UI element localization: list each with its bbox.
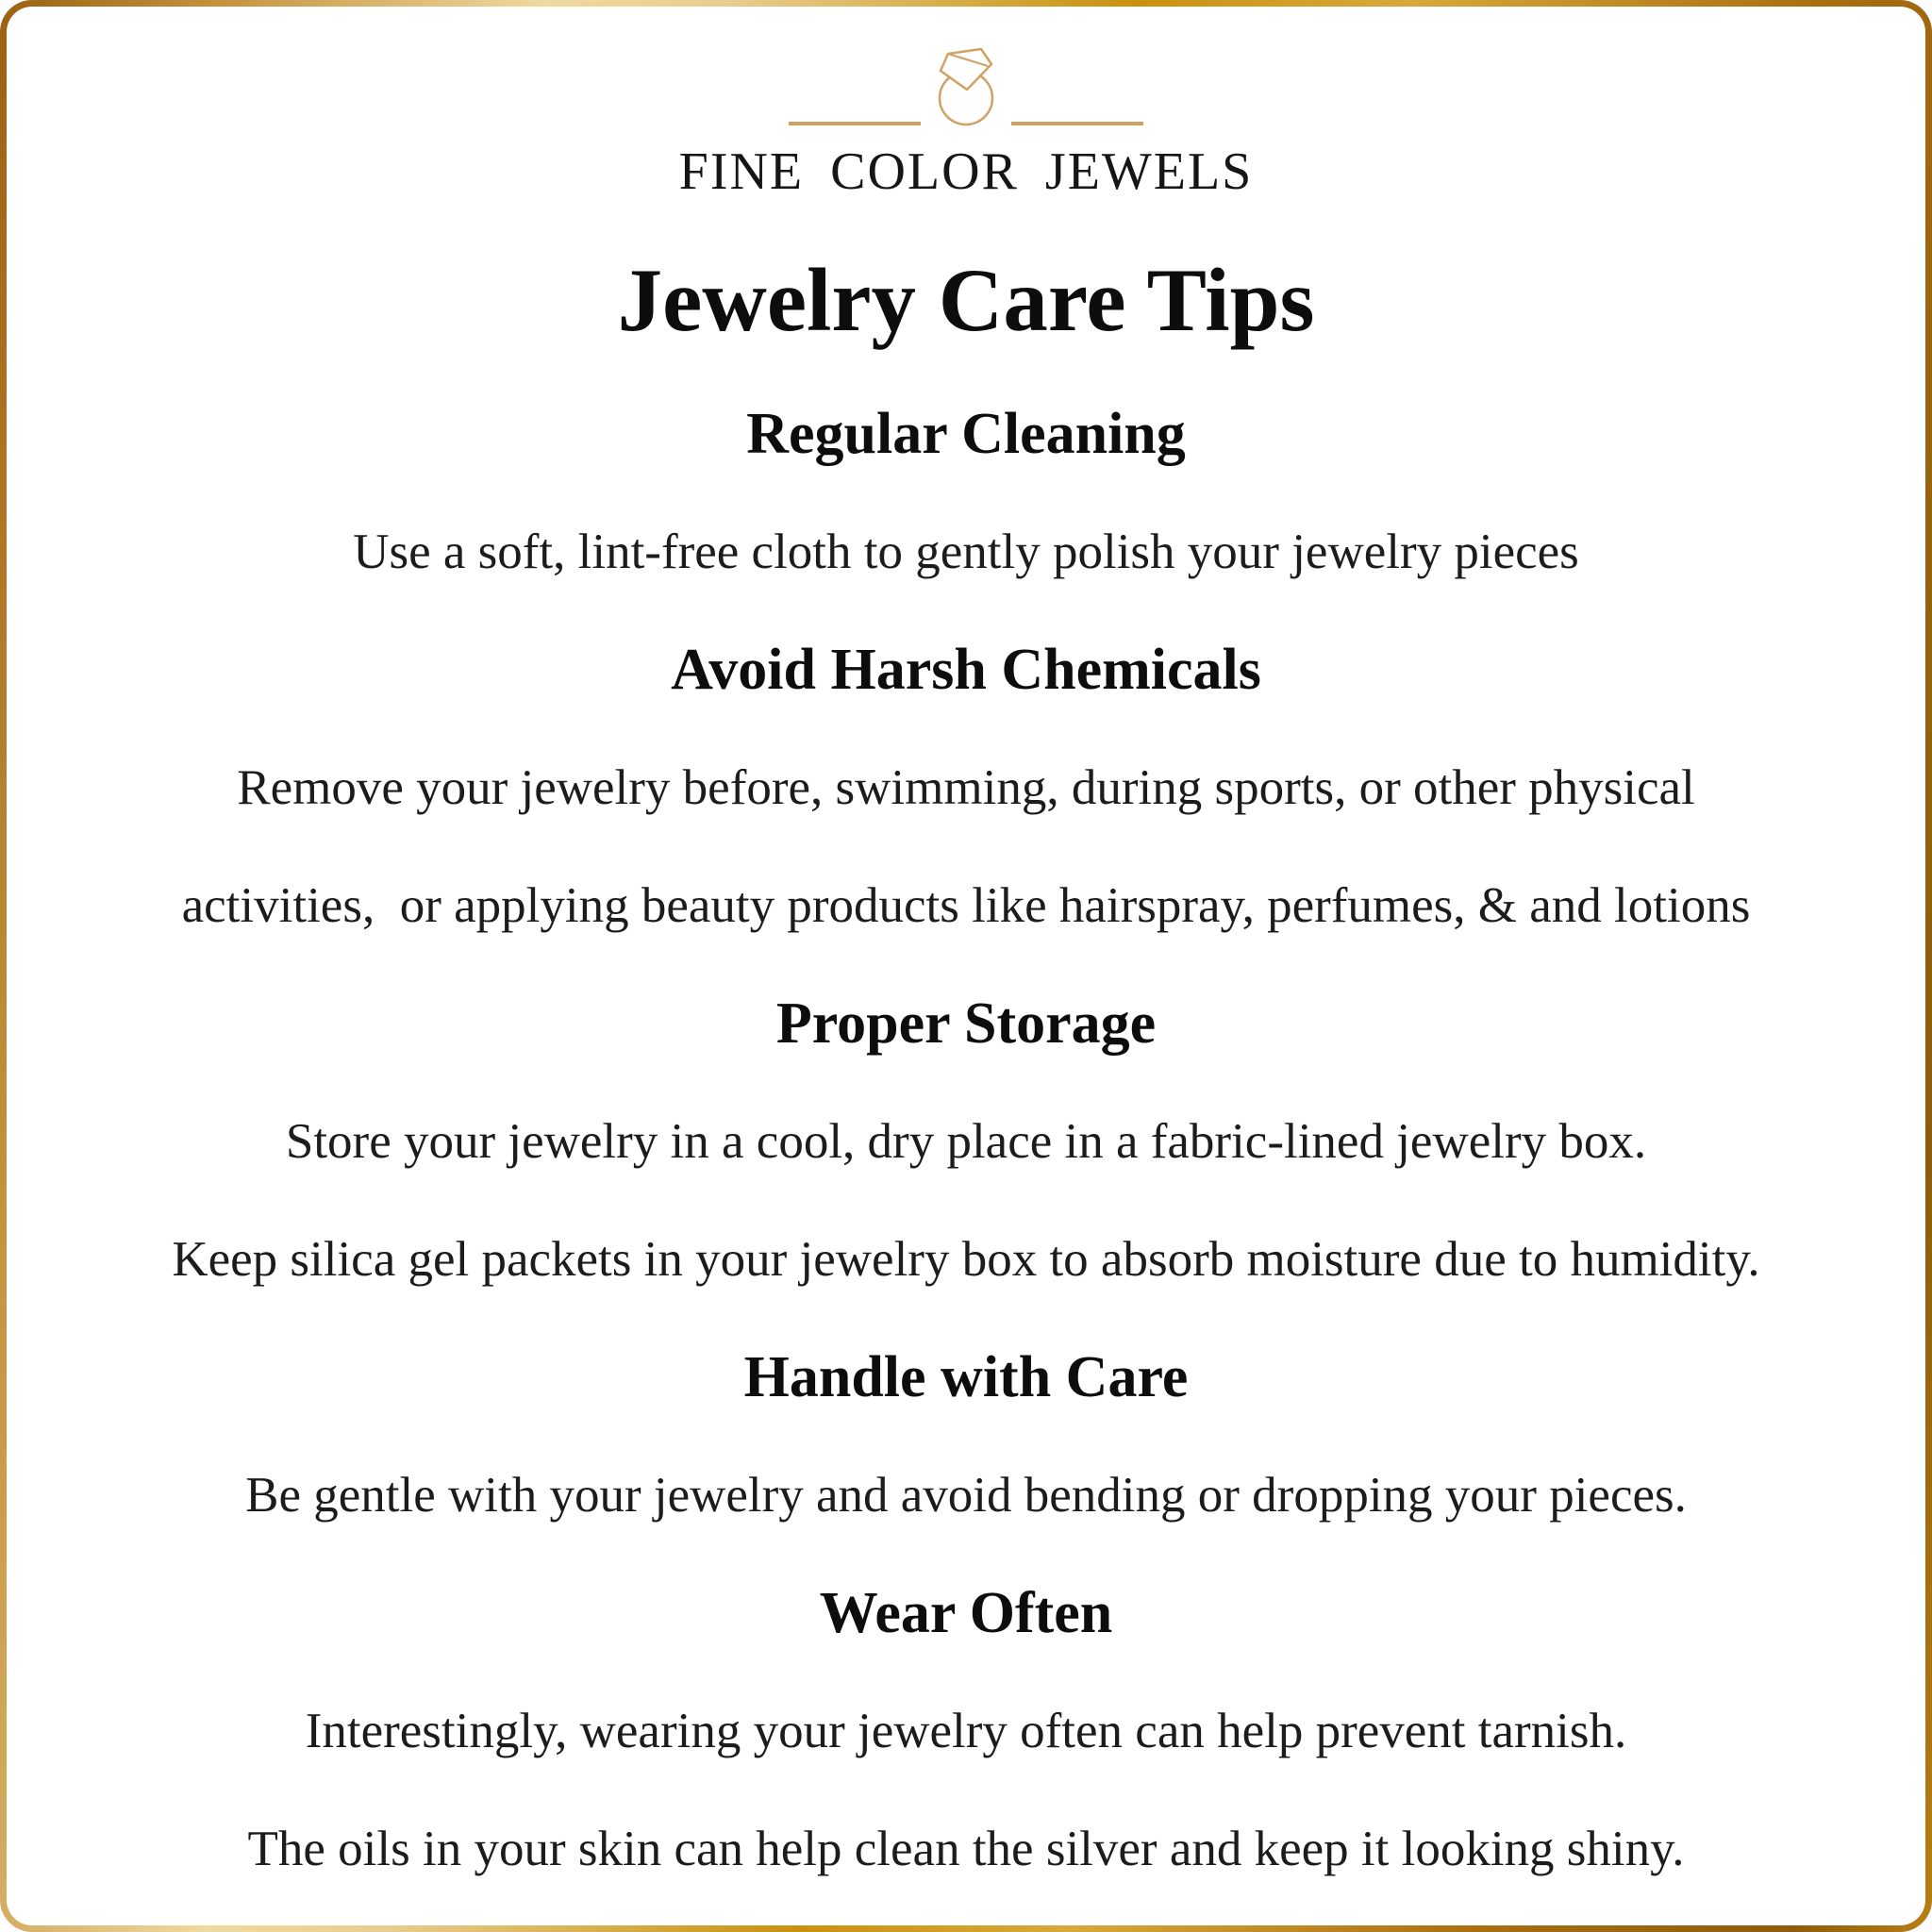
tip-line: Interestingly, wearing your jewelry often can help prevent tarnish.: [305, 1704, 1627, 1758]
section-heading-wear-often: Wear Often: [819, 1581, 1113, 1645]
tip-line: Keep silica gel packets in your jewelry box to absorb moisture due to humidity.: [172, 1232, 1760, 1287]
tip-line: The oils in your skin can help clean the silver and keep it looking shiny.: [247, 1822, 1685, 1876]
brand-name: FINE COLOR JEWELS: [678, 142, 1254, 201]
tip-line: Use a soft, lint-free cloth to gently polish your jewelry pieces: [353, 525, 1579, 579]
diamond-shape: [941, 49, 991, 90]
section-heading-regular-cleaning: Regular Cleaning: [746, 402, 1186, 466]
tip-line: Store your jewelry in a cool, dry place in a fabric-lined jewelry box.: [285, 1114, 1647, 1169]
section-heading-proper-storage: Proper Storage: [775, 991, 1157, 1056]
page-title: Jewelry Care Tips: [617, 250, 1315, 350]
tips-content: [7, 375, 1925, 1908]
flyer-card: [7, 7, 1925, 1925]
section-heading-avoid-harsh-chemicals: Avoid Harsh Chemicals: [671, 638, 1261, 702]
tip-line: activities, or applying beauty products like hairspray, perfumes, & and lotions: [181, 878, 1751, 933]
tip-line: Remove your jewelry before, swimming, during sports, or other physical: [237, 760, 1695, 815]
tip-line: Be gentle with your jewelry and avoid bending or dropping your pieces.: [245, 1468, 1687, 1523]
diamond-ring-icon: [768, 41, 1164, 135]
section-heading-handle-with-care: Handle with Care: [743, 1345, 1189, 1409]
